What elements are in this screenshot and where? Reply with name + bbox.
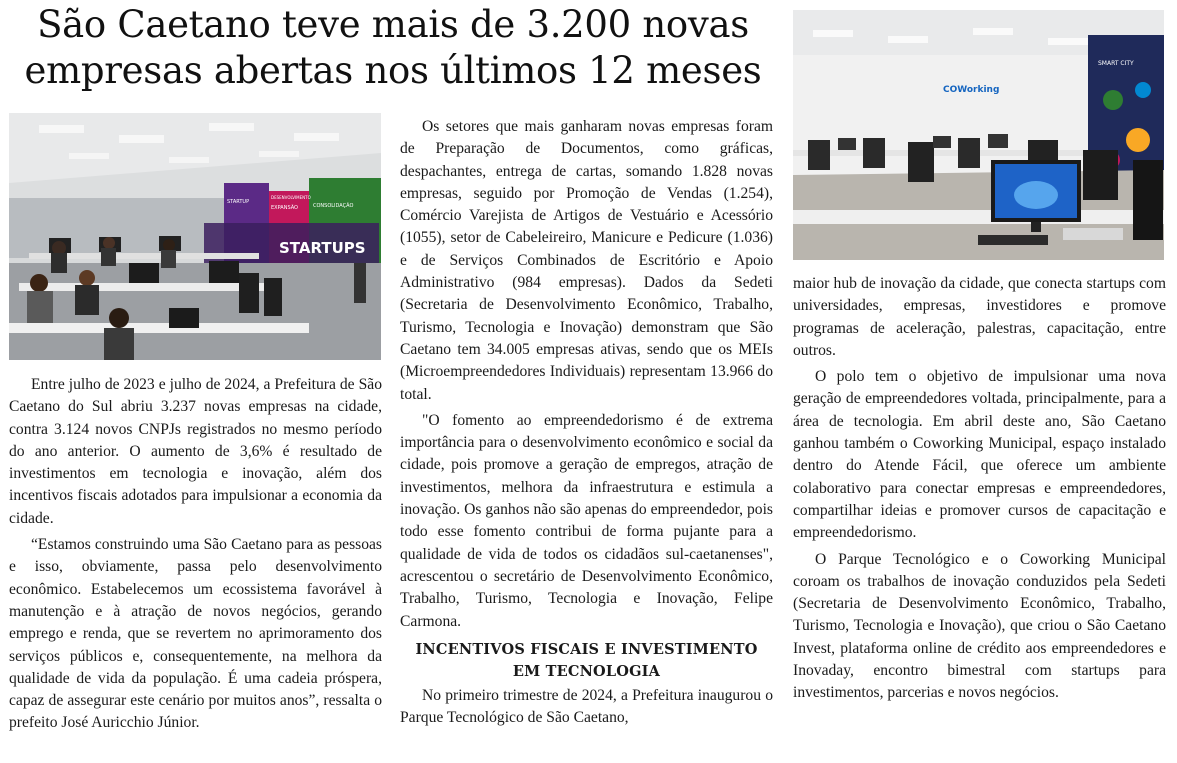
headline-line-2: empresas abertas nos últimos 12 meses <box>24 49 762 92</box>
paragraph: No primeiro trimestre de 2024, a Prefeitura inaugurou o Parque Tecnológico de São Caetano, <box>400 686 773 727</box>
wall-text-consolidacao: CONSOLIDAÇÃO <box>313 203 354 209</box>
paragraph: O polo tem o objetivo de impulsionar uma nova geração de empreendedores voltada, principalmente, para a área de tecnologia. Em abril deste ano, São Caetano ganhou também o Coworking Municipal, espaço instalado dentro do Atende Fácil, que oferece um ambiente colaborativo para conectar empresas e empreendedores, compartilhar ideias e promover cursos de capacitação e empreendedorismo. <box>793 368 1166 542</box>
headline-line-1: São Caetano teve mais de 3.200 novas <box>37 3 749 46</box>
wall-text-startups: STARTUPS <box>279 239 366 257</box>
photo-office-illustration <box>9 113 381 360</box>
article-column-2 <box>400 116 773 733</box>
wall-text-startup: STARTUP <box>227 199 250 205</box>
paragraph: O Parque Tecnológico e o Coworking Municipal coroam os trabalhos de inovação conduzidos pela Sedeti (Secretaria de Desenvolvimento Econômico, Trabalho, Turismo, Tecnologia e Inovação), que criou o São Caetano Invest, plataforma online de crédito aos empreendedores e Inovaday, encontro bimestral com startups para investimentos, parcerias e novos negócios. <box>793 550 1166 702</box>
paragraph: Entre julho de 2023 e julho de 2024, a Prefeitura de São Caetano do Sul abriu 3.237 novas empresas na cidade, contra 3.124 novos CNPJs registrados no mesmo período do ano anterior. O aumento de 3,6% é resultado de investimentos em tecnologia e inovação, além dos incentivos fiscais adotados para impulsionar a economia da cidade. <box>9 376 382 527</box>
photo-office-startups <box>9 113 381 360</box>
wall-text-expansao: EXPANSÃO <box>271 205 298 211</box>
article-column-3 <box>793 273 1166 709</box>
paragraph: “Estamos construindo uma São Caetano para as pessoas e isso, obviamente, passa pelo desenvolvimento econômico. Estabelecemos um ecossistema favorável à manutenção e à atração de novos negócios, gerando emprego e renda, que se revertem no aprimoramento dos serviços públicos e, consequentemente, na melhora da qualidade de vida da população. É uma cadeia próspera, capaz de assegurar este cenário por muitos anos”, ressalta o prefeito José Auricchio Júnior. <box>9 536 382 732</box>
coworking-logo: COWorking <box>943 85 1000 95</box>
section-subheading: INCENTIVOS FISCAIS E INVESTIMENTO EM TECNOLOGIA <box>415 640 758 680</box>
paragraph: maior hub de inovação da cidade, que conecta startups com universidades, empresas, investidores e promove programas de aceleração, palestras, capacitação, entre outros. <box>793 275 1166 359</box>
wall-text-smart-city: SMART CITY <box>1098 60 1134 67</box>
photo-coworking-illustration <box>793 10 1164 260</box>
photo-coworking-room <box>793 10 1164 260</box>
paragraph: "O fomento ao empreendedorismo é de extrema importância para o desenvolvimento econômico e social da cidade, pois promove a geração de empregos, atração de investimentos, melhora da infraestrutura e estimula a inovação. Os ganhos não são apenas do empreendedor, pois todo esse fomento contribui de forma pujante para a qualidade de vida de todos os cidadãos sul-caetanenses", acrescentou o secretário de Desenvolvimento Econômico, Trabalho, Turismo, Tecnologia e Inovação, Felipe Carmona. <box>400 411 773 630</box>
wall-text-desenvolvimento: DESENVOLVIMENTO <box>271 195 311 200</box>
article-column-1 <box>9 374 382 739</box>
paragraph: Os setores que mais ganharam novas empresas foram de Preparação de Documentos, como gráficas, despachantes, entrega de cartas, somando 1.828 novas empresas, seguido por Promoção de Vendas (1.254), Comércio Varejista de Artigos de Vestuário e Acessório (1055), setor de Cabeleireiro, Manicure e Pedicure (1.036) e de Serviços Combinados de Escritório e Apoio Administrativo (984 empresas). Dados da Sedeti (Secretaria de Desenvolvimento Econômico, Trabalho, Turismo, Tecnologia e Inovação) demonstram que São Caetano tem 34.005 empresas ativas, sendo que os MEIs (Microempreendedores Individuais) representam 13.966 do total. <box>400 118 773 403</box>
headline <box>8 2 778 94</box>
